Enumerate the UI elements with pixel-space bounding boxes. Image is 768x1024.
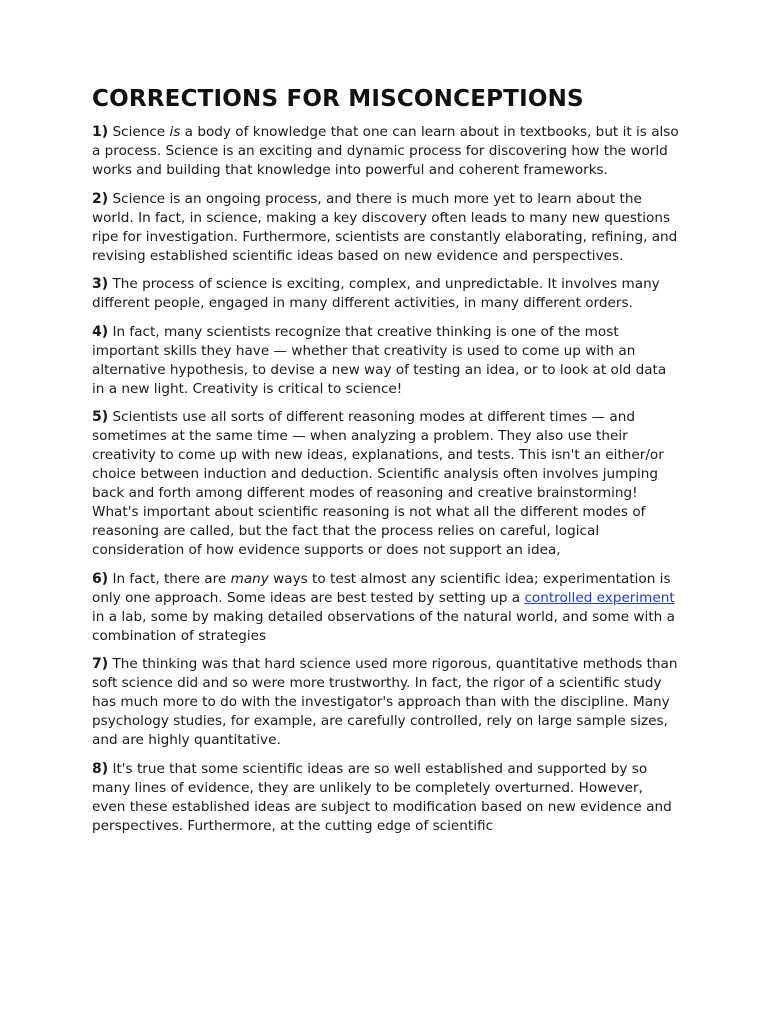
emphasis-text: many (230, 570, 269, 587)
paragraph-5 (92, 408, 680, 560)
page-title: CORRECTIONS FOR MISCONCEPTIONS (92, 86, 584, 112)
controlled-experiment-link[interactable]: controlled experiment (524, 589, 675, 606)
paragraph-number: 6) (92, 570, 109, 587)
paragraph-number: 8) (92, 760, 109, 777)
paragraph-6 (92, 570, 680, 646)
paragraph-text: in a lab, some by making detailed observations of the natural world, and some with a combination of strategies (92, 608, 675, 644)
paragraph-number: 4) (92, 323, 109, 340)
paragraph-text: Science (112, 124, 170, 140)
paragraph-text: The process of science is exciting, complex, and unpredictable. It involves many different people, engaged in many different activities, in many different orders. (92, 276, 660, 311)
paragraph-text: Science is an ongoing process, and there is much more yet to learn about the world. In fact, in science, making a key discovery often leads to many new questions ripe for investigation. Furthermore, scientists are constantly elaborating, refining, and revising established scientific ideas based on new evidence and perspectives. (92, 190, 678, 264)
paragraph-text: In fact, many scientists recognize that creative thinking is one of the most important skills they have — whether that creativity is used to come up with an alternative hypothesis, to devise a new way of testing an idea, or to look at old data in a new light. Creativity is critical to science! (92, 323, 667, 397)
paragraph-text: It's true that some scientific ideas are so well established and supported by so many lines of evidence, they are unlikely to be completely overturned. However, even these established ideas are subject to modification based on new evidence and perspectives. Furthermore, at the cutting edge of scientific (92, 760, 672, 834)
paragraph-2 (92, 190, 680, 266)
paragraph-text: Scientists use all sorts of different reasoning modes at different times — and sometimes at the same time — when analyzing a problem. They also use their creativity to come up with new ideas, explanations, and tests. This isn't an either/or choice between induction and deduction. Scientific analysis often involves jumping back and forth among different modes of reasoning and creative brainstorming! What's important about scientific reasoning is not what all the different modes of reasoning are called, but the fact that the process relies on careful, logical consideration of how evidence supports or does not support an idea, (92, 409, 664, 558)
paragraph-4 (92, 323, 680, 399)
paragraph-8 (92, 760, 680, 836)
paragraph-number: 2) (92, 190, 109, 207)
paragraph-1 (92, 123, 680, 180)
paragraph-number: 7) (92, 656, 109, 672)
paragraph-text: a body of knowledge that one can learn about in textbooks, but it is also a process. Science is an exciting and dynamic process for discovering how the world works and building that knowledge into powerful and coherent frameworks. (92, 124, 679, 178)
paragraph-7 (92, 655, 680, 750)
paragraph-text: The thinking was that hard science used more rigorous, quantitative methods than soft science did and so were more trustworthy. In fact, the rigor of a scientific study has much more to do with the investigator's approach than with the discipline. Many psychology studies, for example, are carefully controlled, rely on large sample sizes, and are highly quantitative. (92, 656, 678, 748)
paragraph-text: ways to test almost any scientific idea; experimentation is only one approach. Some ideas are best tested by setting up a (92, 570, 671, 606)
paragraph-number: 5) (92, 409, 109, 425)
paragraph-number: 3) (92, 276, 109, 292)
emphasis-text: is (169, 124, 181, 140)
paragraph-text: In fact, there are (112, 570, 231, 587)
paragraph-3 (92, 275, 680, 313)
paragraph-number: 1) (92, 124, 109, 140)
